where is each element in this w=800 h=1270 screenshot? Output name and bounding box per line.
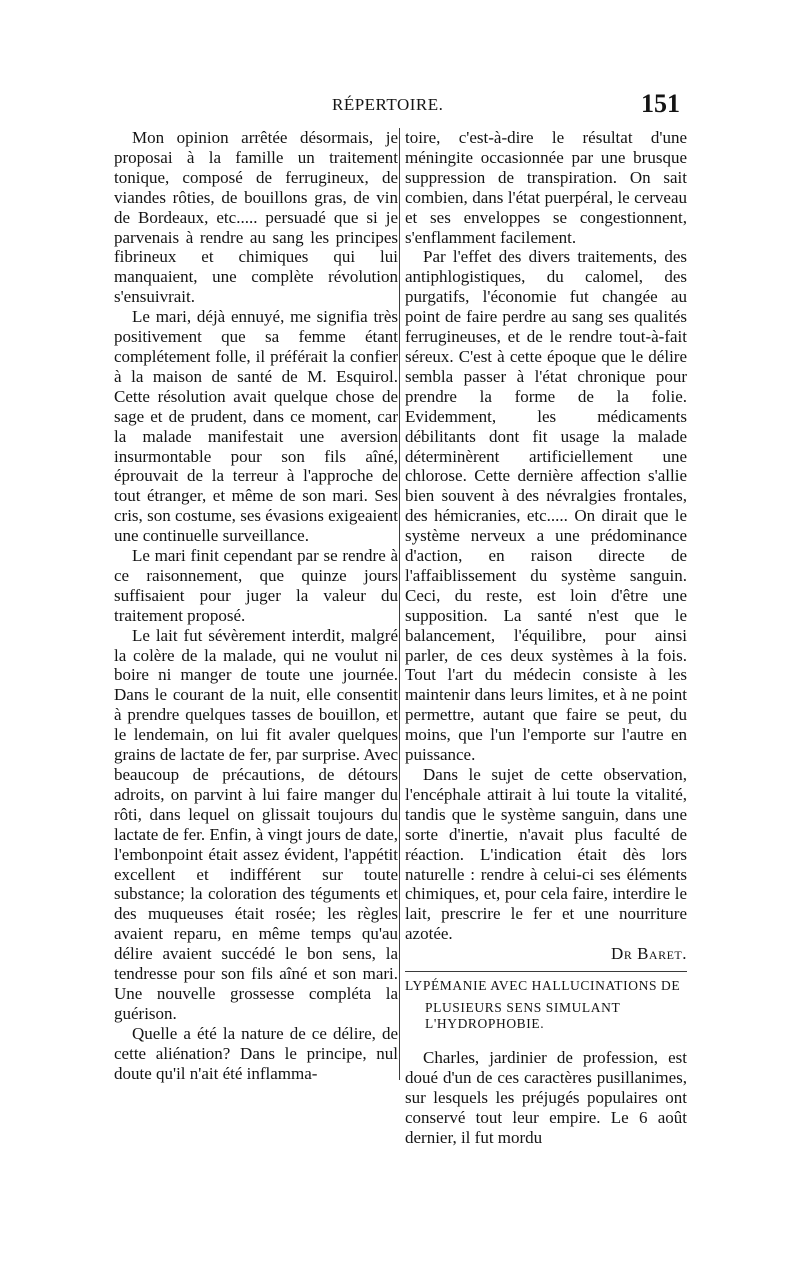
column-divider [399, 128, 400, 1080]
page-number: 151 [641, 89, 680, 118]
paragraph: Charles, jardinier de profession, est doué d'un de ces caractères pusillanimes, sur lesquels les préjugés populaires ont conservé tout leur empire. Le 6 août dernier, il fut mordu [405, 1048, 687, 1147]
section-heading [405, 978, 687, 1032]
paragraph: Le lait fut sévèrement interdit, malgré la colère de la malade, qui ne voulut ni boire ni manger de toute une journée. Dans le courant de la nuit, elle consentit à prendre quelques tasses de bouillon, et le lendemain, on lui fit avaler quelques grains de lactate de fer, par surprise. Avec beaucoup de précautions, de détours adroits, on parvint à lui faire manger du rôti, dans lequel on glissait toujours du lactate de fer. Enfin, à vingt jours de date, l'embonpoint était assez évident, l'appétit excellent et indifférent sur toute substance; la coloration des téguments et des muqueuses était rosée; les règles avaient reparu, en même temps qu'au délire avaient succédé le bon sens, la tendresse pour son fils aîné et son mari. Une nouvelle grossesse compléta la guérison. [114, 625, 398, 1023]
paragraph: Par l'effet des divers traitements, des antiphlogistiques, du calomel, des purgatifs, l'économie fut changée au point de faire perdre au sang ses qualités ferrugineuses, et de le rendre tout-à-fait séreux. C'est à cette époque que le délire sembla passer à l'état chronique pour prendre la forme de la folie. Evidemment, les médicaments débilitants dont fit usage la malade déterminèrent artificiellement une chlorose. Cette dernière affection s'allie bien souvent à des névralgies frontales, des hémicranies, etc..... On dirait que le système nerveux a une prédominance d'action, en raison directe de l'affaiblissement du système sanguin. Ceci, du reste, est loin d'être une supposition. La santé n'est que le balancement, l'équilibre, pour ainsi parler, de ces deux systèmes à la fois. Tout l'art du médecin consiste à les maintenir dans leurs limites, et à ne point permettre, autant que faire se peut, du moins, que l'un l'emporte sur l'autre en puissance. [405, 247, 687, 765]
paragraph: Mon opinion arrêtée désormais, je proposai à la famille un traitement tonique, composé de ferrugineux, de viandes rôties, de bouillons gras, de vin de Bordeaux, etc..... persuadé que si je parvenais à rendre au sang les principes fibrineux et chimiques qui lui manquaient, une complète révolution s'ensuivrait. [114, 128, 398, 307]
paragraph: Dans le sujet de cette observation, l'encéphale attirait à lui toute la vitalité, tandis que le système sanguin, dans une sorte d'inertie, n'avait plus faculté de réaction. L'indication était dès lors naturelle : rendre à celui-ci ses éléments chimiques, et, pour cela faire, interdire le lait, prescrire le fer et une nourriture azotée. [405, 765, 687, 944]
left-column [114, 128, 398, 1084]
signature-line [405, 944, 687, 964]
running-head: RÉPERTOIRE. [332, 95, 444, 114]
page-header [112, 89, 680, 123]
paragraph: Le mari, déjà ennuyé, me signifia très positivement que sa femme étant complétement folle, il préférait la confier à la maison de santé de M. Esquirol. Cette résolution avait quelque chose de sage et de prudent, dans ce moment, car la malade manifestait une aversion insurmontable pour son fils aîné, éprouvait de la terreur à l'approche de tout étranger, et même de son mari. Ses cris, son costume, ses évasions exigeaient une continuelle surveillance. [114, 307, 398, 546]
paragraph: Quelle a été la nature de ce délire, de cette aliénation? Dans le principe, nul doute qu'il n'ait été inflamma- [114, 1023, 398, 1083]
section-title-line-2: PLUSIEURS SENS SIMULANT L'HYDROPHOBIE. [425, 1000, 621, 1032]
paragraph: Le mari finit cependant par se rendre à ce raisonnement, que quinze jours suffisaient pour juger la valeur du traitement proposé. [114, 546, 398, 625]
section-title-line-1: LYPÉMANIE AVEC HALLUCINATIONS DE [405, 978, 681, 994]
paragraph: toire, c'est-à-dire le résultat d'une méningite occasionnée par une brusque suppression de transpiration. On sait combien, dans l'état puerpéral, le cerveau et ses enveloppes se congestionnent, s'enflamment facilement. [405, 128, 687, 247]
author-signature: Dr Baret. [611, 944, 687, 964]
right-column [405, 128, 687, 1148]
section-divider [405, 971, 687, 972]
